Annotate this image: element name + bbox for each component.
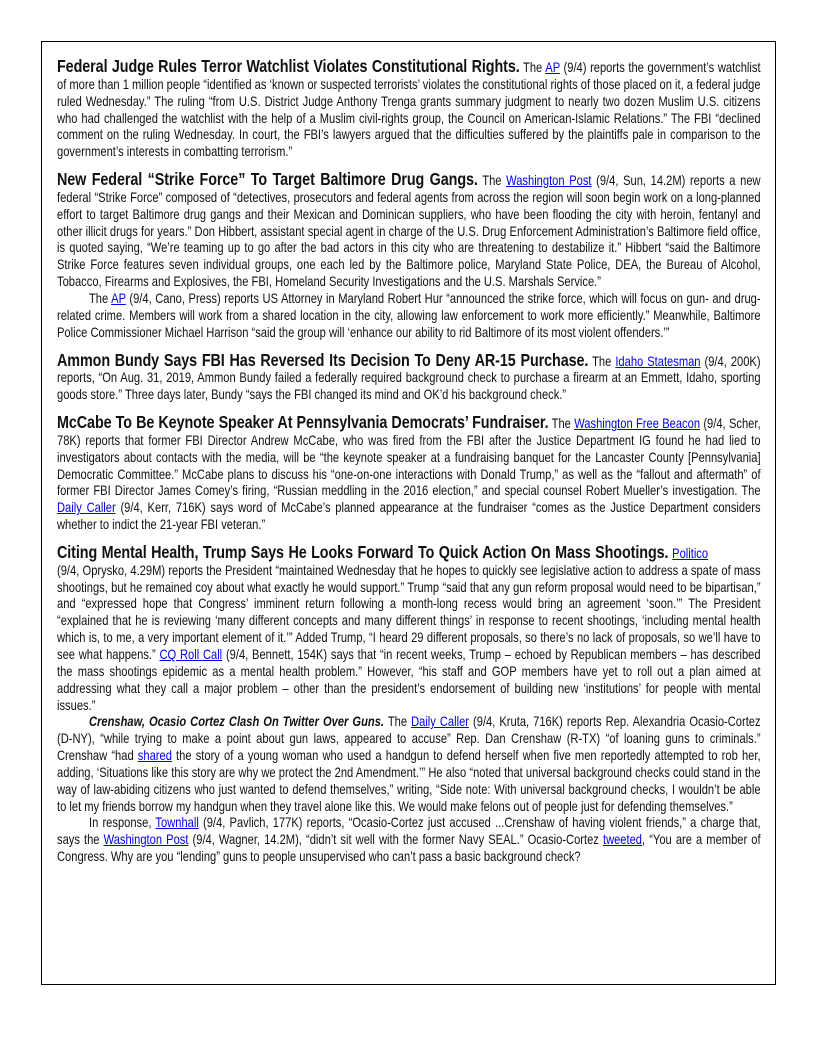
source-link[interactable]: Washington Post: [506, 173, 592, 189]
source-link[interactable]: Daily Caller: [57, 500, 116, 516]
body-text: (9/4, Sun, 14.2M) reports a new federal “Strike Force” composed of “detectives, prosecutors and federal agents from across the region will soon begin work on a long-planned effort to target Baltimore drug gangs and their Mexican and Dominican suppliers, who have been flooding the city with heroin, fentanyl and other illicit drugs for years.” Don Hibbert, assistant special agent in charge of the U.S. Drug Enforcement Administration’s Baltimore field office, is quoted saying, “We’re teaming up to go after the bad actors in this city who are threatening to destabilize it.” Hibbert “said the Baltimore Strike Force features seven individual groups, one each led by the Baltimore police, Maryland State Police, DEA, the Bureau of Alcohol, Tobacco, Firearms and Explosives, the FBI, Homeland Security Investigations and the U.S. Marshals Service.”: [57, 173, 761, 290]
body-text: (9/4, Kerr, 716K) says word of McCabe’s planned appearance at the fundraiser “comes as the Justice Department considers whether to indict the 21-year FBI veteran.”: [57, 500, 761, 533]
news-story: [57, 58, 761, 161]
story-headline: Ammon Bundy Says FBI Has Reversed Its Decision To Deny AR-15 Purchase.: [57, 349, 589, 370]
source-link[interactable]: CQ Roll Call: [159, 647, 223, 662]
story-headline: Citing Mental Health, Trump Says He Looks Forward To Quick Action On Mass Shootings.: [57, 541, 669, 562]
body-text: The: [88, 290, 112, 306]
source-link[interactable]: Politico: [672, 545, 709, 561]
story-headline: Crenshaw, Ocasio Cortez Clash On Twitter Over Guns.: [88, 714, 384, 730]
body-text: In response,: [88, 815, 156, 831]
source-link[interactable]: AP: [111, 290, 126, 306]
news-briefing-document: [57, 58, 761, 866]
body-text: (9/4, 200K) reports, “On Aug. 31, 2019, Ammon Bundy failed a federally required background check to purchase a firearm at an Emmett, Idaho, sporting goods store.” Three days later, Bundy “says the FBI changed its mind and OK’d his background check.”: [57, 353, 761, 403]
body-text: (9/4, Bennett, 154K) says that “in recent weeks, Trump – echoed by Republican members – has described the mass shootings epidemic as a mental health problem.” However, “his staff and GOP members have yet to roll out a plan aimed at addressing what they call a major problem – other than the president’s endorsement of building new ‘institutions’ for people with mental issues.”: [57, 647, 761, 713]
body-text: The: [477, 173, 507, 189]
news-paragraph: [57, 815, 761, 866]
news-story: [57, 349, 761, 405]
news-paragraph: [57, 291, 761, 342]
body-text: (9/4, Kruta, 716K) reports Rep. Alexandria Ocasio-Cortez (D-NY), “while trying to make a point about gun laws, appeared to accuse” Rep. Dan Crenshaw (R-TX) “of loaning guns to criminals.” Crenshaw “had: [57, 714, 761, 764]
news-story: [57, 171, 761, 291]
source-link[interactable]: AP: [545, 60, 560, 75]
body-text: , “You are a member of Congress. Why are you “lending” guns to people unsupervised who can’t pass a basic background check?: [57, 832, 761, 865]
body-text: The: [383, 714, 412, 730]
story-headline: Federal Judge Rules Terror Watchlist Violates Constitutional Rights.: [57, 56, 520, 76]
body-text: the story of a young woman who used a handgun to defend herself when five men reportedly attempted to rob her, adding, ‘Situations like this story are why we protect the 2nd Amendment.’” He also “noted that universal background checks could stand in the way of law-abiding citizens who just wanted to defend themselves,” writing, “Side note: With universal background checks, I wouldn’t be able to let my friends borrow my handgun when they travel alone like this. We would make felons out of people just for defending themselves.”: [57, 748, 761, 814]
story-headline: McCabe To Be Keynote Speaker At Pennsylvania Democrats’ Fundraiser.: [57, 412, 549, 433]
source-link[interactable]: Daily Caller: [411, 714, 469, 730]
source-link[interactable]: Idaho Statesman: [615, 353, 701, 369]
body-text: (9/4, Oprysko, 4.29M) reports the President “maintained Wednesday that he hopes to quickly see legislative action to address a spate of mass shootings, but he remained coy about what exactly he would support.” Trump “said that any gun reform proposal would need to be bipartisan,” and “expressed hope that Congress’ imminent return following a month-long recess would bring an agreement ‘soon.’” The President “explained that he is reviewing ‘many different concepts and many different things’ in response to recent shootings, ‘including mental health which is, to me, a very important element of it.’” Added Trump, “I heard 29 different proposals, so there’s no lack of proposals, so we’ll have to see what happens.”: [57, 562, 761, 662]
news-paragraph: [57, 714, 761, 815]
body-text: The: [548, 416, 575, 432]
source-link[interactable]: shared: [137, 748, 172, 764]
body-text: The: [588, 353, 616, 369]
body-text: (9/4, Wagner, 14.2M), “didn’t sit well with the former Navy SEAL.” Ocasio-Cortez: [188, 832, 603, 848]
source-link[interactable]: Washington Post: [103, 832, 189, 848]
source-link[interactable]: tweeted: [602, 832, 643, 848]
story-headline: New Federal “Strike Force” To Target Baltimore Drug Gangs.: [57, 169, 478, 190]
body-text: (9/4, Scher, 78K) reports that former FBI Director Andrew McCabe, who was fired from the FBI after the Justice Department IG found he had lied to investigators about contacts with the media, will be “the keynote speaker at a fundraising banquet for the Lancaster County [Pennsylvania] Democratic Committee.” McCabe plans to discuss his “one-on-one interactions with Donald Trump,” as well as the “fallout and aftermath” of former FBI Director James Comey’s firing, “Russian meddling in the 2016 election,” and special counsel Robert Mueller’s investigation. The: [57, 416, 761, 499]
source-link[interactable]: Washington Free Beacon: [574, 416, 701, 432]
body-text: The: [519, 60, 546, 75]
body-text: (9/4) reports the government’s watchlist of more than 1 million people “identified as ‘known or suspected terrorists’ violates the constitutional rights of those placed on it, a federal judge ruled Wednesday.” The ruling “from U.S. District Judge Anthony Trenga grants summary judgment to nearly two dozen Muslim U.S. citizens who had challenged the watchlist with the help of a Muslim civil-rights group, the Council on American-Islamic Relations.” The FBI “declined comment on the ruling Wednesday. In court, the FBI’s lawyers argued that the difficulties suffered by the plaintiffs pale in comparison to the government’s interests in combatting terrorism.”: [57, 60, 761, 160]
body-text: (9/4, Cano, Press) reports US Attorney in Maryland Robert Hur “announced the strike force, which will focus on gun- and drug-related crime. Members will work from a shared location in the city, allowing law enforcement to work more efficiently.” Meanwhile, Baltimore Police Commissioner Michael Harrison “said the group will ‘enhance our ability to rid Baltimore of its most violent offenders.’”: [57, 290, 761, 340]
body-text: (9/4, Pavlich, 177K) reports, “Ocasio-Cortez just accused ...Crenshaw of having violent friends,” a charge that, says the: [57, 815, 761, 848]
news-story: [57, 414, 761, 534]
news-story: [57, 541, 761, 714]
source-link[interactable]: Townhall: [155, 815, 199, 831]
